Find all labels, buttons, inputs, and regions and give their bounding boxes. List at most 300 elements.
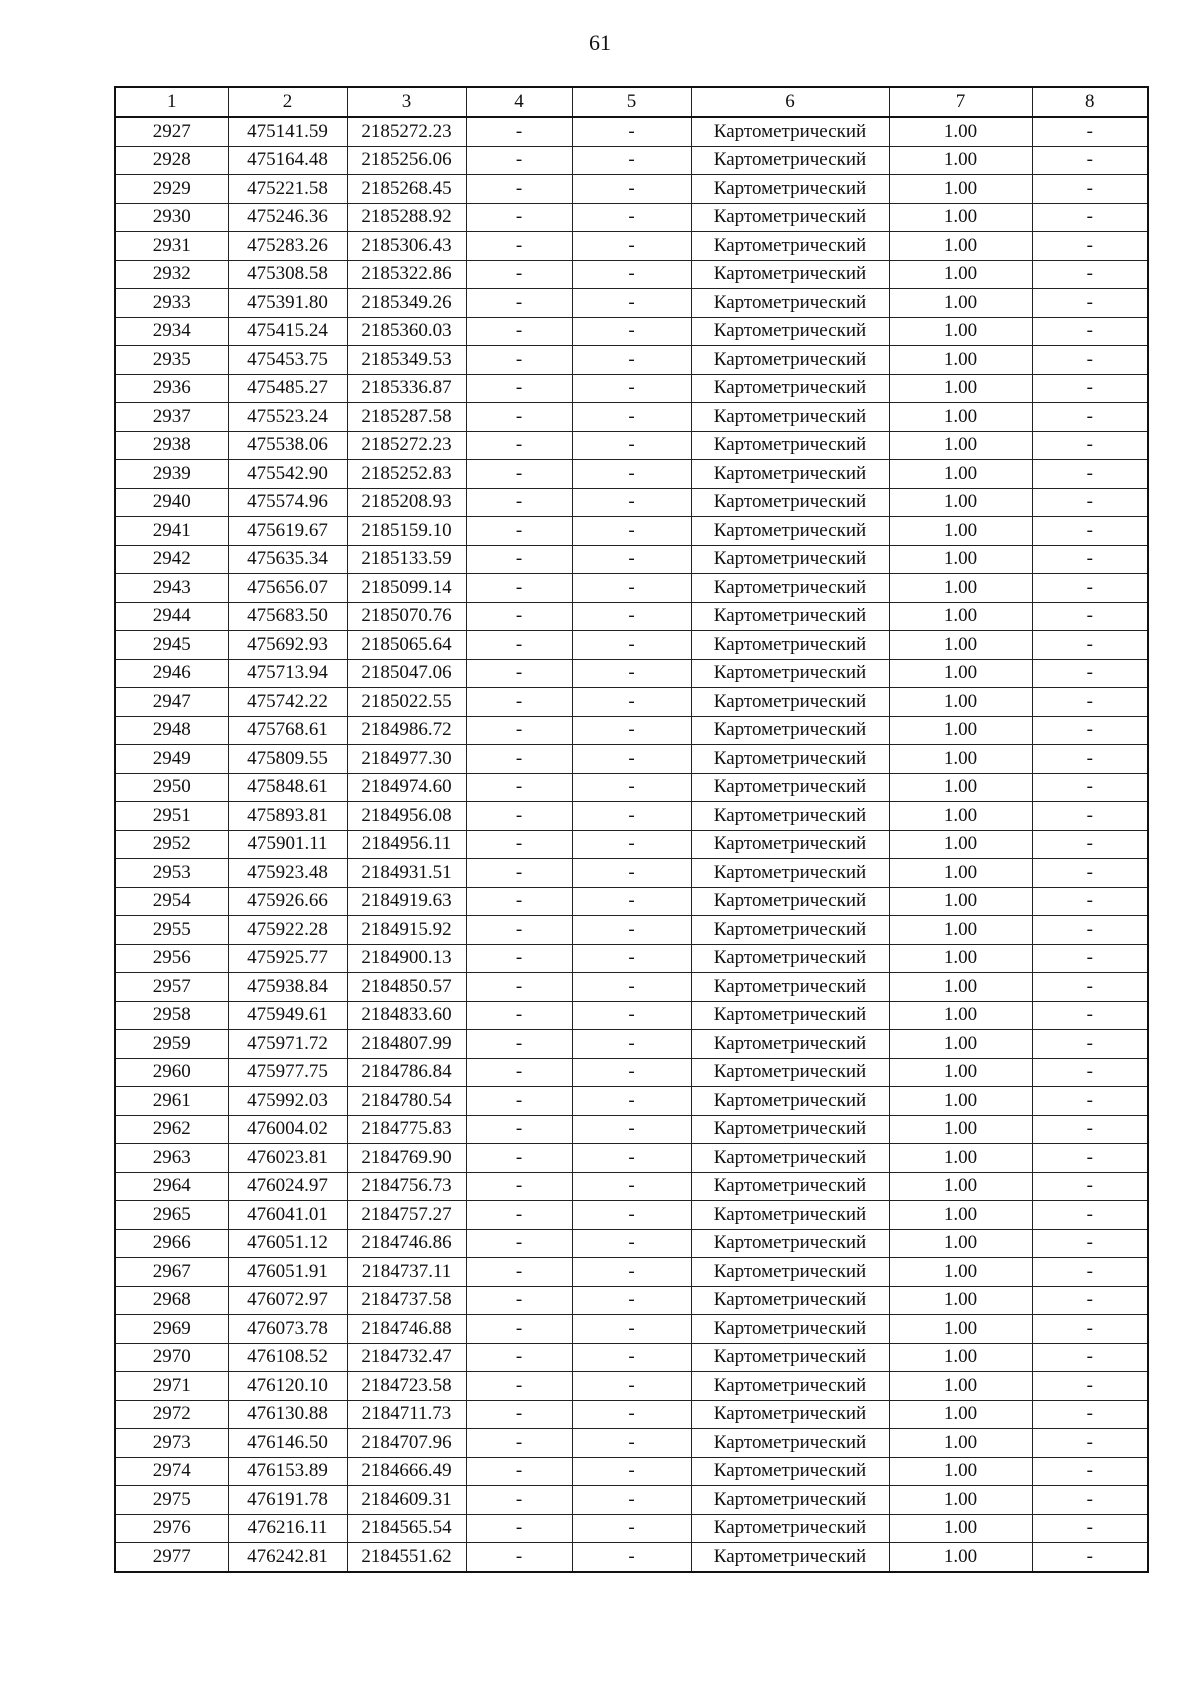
x-coordinate-cell: 476073.78 bbox=[228, 1315, 347, 1344]
column-4-cell: - bbox=[466, 317, 572, 346]
column-8-cell: - bbox=[1032, 146, 1148, 175]
method-cell: Картометрический bbox=[691, 374, 889, 403]
column-8-cell: - bbox=[1032, 317, 1148, 346]
column-4-cell: - bbox=[466, 659, 572, 688]
y-coordinate-cell: 2185256.06 bbox=[347, 146, 466, 175]
table-row bbox=[115, 1115, 1148, 1144]
column-8-cell: - bbox=[1032, 175, 1148, 204]
table-row bbox=[115, 175, 1148, 204]
y-coordinate-cell: 2184986.72 bbox=[347, 716, 466, 745]
column-8-cell: - bbox=[1032, 688, 1148, 717]
y-coordinate-cell: 2185047.06 bbox=[347, 659, 466, 688]
column-8-cell: - bbox=[1032, 431, 1148, 460]
table-row bbox=[115, 1058, 1148, 1087]
y-coordinate-cell: 2184786.84 bbox=[347, 1058, 466, 1087]
point-number-cell: 2932 bbox=[115, 260, 228, 289]
column-8-cell: - bbox=[1032, 1058, 1148, 1087]
column-8-cell: - bbox=[1032, 260, 1148, 289]
column-8-cell: - bbox=[1032, 1543, 1148, 1572]
accuracy-cell: 1.00 bbox=[889, 488, 1032, 517]
column-8-cell: - bbox=[1032, 374, 1148, 403]
x-coordinate-cell: 475938.84 bbox=[228, 973, 347, 1002]
y-coordinate-cell: 2184850.57 bbox=[347, 973, 466, 1002]
table-row bbox=[115, 1486, 1148, 1515]
column-4-cell: - bbox=[466, 1400, 572, 1429]
point-number-cell: 2976 bbox=[115, 1514, 228, 1543]
x-coordinate-cell: 475742.22 bbox=[228, 688, 347, 717]
point-number-cell: 2936 bbox=[115, 374, 228, 403]
column-5-cell: - bbox=[572, 859, 691, 888]
y-coordinate-cell: 2184833.60 bbox=[347, 1001, 466, 1030]
point-number-cell: 2958 bbox=[115, 1001, 228, 1030]
method-cell: Картометрический bbox=[691, 1058, 889, 1087]
point-number-cell: 2965 bbox=[115, 1201, 228, 1230]
x-coordinate-cell: 475683.50 bbox=[228, 602, 347, 631]
column-5-cell: - bbox=[572, 403, 691, 432]
accuracy-cell: 1.00 bbox=[889, 631, 1032, 660]
accuracy-cell: 1.00 bbox=[889, 460, 1032, 489]
method-cell: Картометрический bbox=[691, 1343, 889, 1372]
point-number-cell: 2968 bbox=[115, 1286, 228, 1315]
accuracy-cell: 1.00 bbox=[889, 859, 1032, 888]
method-cell: Картометрический bbox=[691, 146, 889, 175]
y-coordinate-cell: 2185022.55 bbox=[347, 688, 466, 717]
accuracy-cell: 1.00 bbox=[889, 146, 1032, 175]
accuracy-cell: 1.00 bbox=[889, 1343, 1032, 1372]
point-number-cell: 2950 bbox=[115, 773, 228, 802]
point-number-cell: 2971 bbox=[115, 1372, 228, 1401]
x-coordinate-cell: 475391.80 bbox=[228, 289, 347, 318]
method-cell: Картометрический bbox=[691, 802, 889, 831]
y-coordinate-cell: 2185070.76 bbox=[347, 602, 466, 631]
page-number: 61 bbox=[589, 30, 611, 55]
accuracy-cell: 1.00 bbox=[889, 1229, 1032, 1258]
method-cell: Картометрический bbox=[691, 517, 889, 546]
method-cell: Картометрический bbox=[691, 260, 889, 289]
x-coordinate-cell: 475485.27 bbox=[228, 374, 347, 403]
method-cell: Картометрический bbox=[691, 716, 889, 745]
table-row bbox=[115, 602, 1148, 631]
point-number-cell: 2957 bbox=[115, 973, 228, 1002]
column-8-cell: - bbox=[1032, 1514, 1148, 1543]
column-5-cell: - bbox=[572, 1115, 691, 1144]
accuracy-cell: 1.00 bbox=[889, 1457, 1032, 1486]
y-coordinate-cell: 2184707.96 bbox=[347, 1429, 466, 1458]
column-8-cell: - bbox=[1032, 1258, 1148, 1287]
column-5-cell: - bbox=[572, 203, 691, 232]
accuracy-cell: 1.00 bbox=[889, 1543, 1032, 1572]
x-coordinate-cell: 475656.07 bbox=[228, 574, 347, 603]
method-cell: Картометрический bbox=[691, 773, 889, 802]
column-8-cell: - bbox=[1032, 460, 1148, 489]
method-cell: Картометрический bbox=[691, 203, 889, 232]
column-5-cell: - bbox=[572, 374, 691, 403]
accuracy-cell: 1.00 bbox=[889, 1372, 1032, 1401]
method-cell: Картометрический bbox=[691, 944, 889, 973]
column-4-cell: - bbox=[466, 1543, 572, 1572]
column-4-cell: - bbox=[466, 1058, 572, 1087]
accuracy-cell: 1.00 bbox=[889, 374, 1032, 403]
y-coordinate-cell: 2185208.93 bbox=[347, 488, 466, 517]
table-row bbox=[115, 1030, 1148, 1059]
x-coordinate-cell: 476191.78 bbox=[228, 1486, 347, 1515]
table-row bbox=[115, 403, 1148, 432]
column-4-cell: - bbox=[466, 1457, 572, 1486]
method-cell: Картометрический bbox=[691, 431, 889, 460]
table-header-row bbox=[115, 87, 1148, 117]
method-cell: Картометрический bbox=[691, 631, 889, 660]
table-row bbox=[115, 545, 1148, 574]
point-number-cell: 2960 bbox=[115, 1058, 228, 1087]
column-8-cell: - bbox=[1032, 1001, 1148, 1030]
column-8-cell: - bbox=[1032, 403, 1148, 432]
point-number-cell: 2937 bbox=[115, 403, 228, 432]
accuracy-cell: 1.00 bbox=[889, 830, 1032, 859]
column-4-cell: - bbox=[466, 232, 572, 261]
column-5-cell: - bbox=[572, 745, 691, 774]
x-coordinate-cell: 476051.91 bbox=[228, 1258, 347, 1287]
table-row bbox=[115, 346, 1148, 375]
column-5-cell: - bbox=[572, 317, 691, 346]
y-coordinate-cell: 2184723.58 bbox=[347, 1372, 466, 1401]
y-coordinate-cell: 2184565.54 bbox=[347, 1514, 466, 1543]
y-coordinate-cell: 2184746.88 bbox=[347, 1315, 466, 1344]
y-coordinate-cell: 2185322.86 bbox=[347, 260, 466, 289]
column-8-cell: - bbox=[1032, 203, 1148, 232]
accuracy-cell: 1.00 bbox=[889, 545, 1032, 574]
x-coordinate-cell: 475809.55 bbox=[228, 745, 347, 774]
x-coordinate-cell: 475713.94 bbox=[228, 659, 347, 688]
method-cell: Картометрический bbox=[691, 1001, 889, 1030]
table-row bbox=[115, 117, 1148, 146]
point-number-cell: 2963 bbox=[115, 1144, 228, 1173]
column-5-cell: - bbox=[572, 232, 691, 261]
accuracy-cell: 1.00 bbox=[889, 716, 1032, 745]
column-4-cell: - bbox=[466, 1429, 572, 1458]
column-header: 7 bbox=[889, 87, 1032, 117]
point-number-cell: 2934 bbox=[115, 317, 228, 346]
column-5-cell: - bbox=[572, 1201, 691, 1230]
method-cell: Картометрический bbox=[691, 688, 889, 717]
y-coordinate-cell: 2185272.23 bbox=[347, 431, 466, 460]
column-header: 5 bbox=[572, 87, 691, 117]
column-5-cell: - bbox=[572, 545, 691, 574]
accuracy-cell: 1.00 bbox=[889, 574, 1032, 603]
accuracy-cell: 1.00 bbox=[889, 916, 1032, 945]
column-5-cell: - bbox=[572, 1172, 691, 1201]
y-coordinate-cell: 2184807.99 bbox=[347, 1030, 466, 1059]
column-4-cell: - bbox=[466, 488, 572, 517]
table-row bbox=[115, 1286, 1148, 1315]
accuracy-cell: 1.00 bbox=[889, 745, 1032, 774]
point-number-cell: 2956 bbox=[115, 944, 228, 973]
accuracy-cell: 1.00 bbox=[889, 431, 1032, 460]
y-coordinate-cell: 2184666.49 bbox=[347, 1457, 466, 1486]
column-5-cell: - bbox=[572, 574, 691, 603]
accuracy-cell: 1.00 bbox=[889, 1144, 1032, 1173]
x-coordinate-cell: 475574.96 bbox=[228, 488, 347, 517]
column-8-cell: - bbox=[1032, 517, 1148, 546]
column-4-cell: - bbox=[466, 574, 572, 603]
column-5-cell: - bbox=[572, 488, 691, 517]
method-cell: Картометрический bbox=[691, 1144, 889, 1173]
accuracy-cell: 1.00 bbox=[889, 1286, 1032, 1315]
point-number-cell: 2949 bbox=[115, 745, 228, 774]
column-5-cell: - bbox=[572, 260, 691, 289]
column-8-cell: - bbox=[1032, 1144, 1148, 1173]
column-5-cell: - bbox=[572, 916, 691, 945]
point-number-cell: 2977 bbox=[115, 1543, 228, 1572]
method-cell: Картометрический bbox=[691, 317, 889, 346]
column-5-cell: - bbox=[572, 688, 691, 717]
column-4-cell: - bbox=[466, 944, 572, 973]
table-row bbox=[115, 203, 1148, 232]
table-row bbox=[115, 232, 1148, 261]
accuracy-cell: 1.00 bbox=[889, 1514, 1032, 1543]
column-8-cell: - bbox=[1032, 973, 1148, 1002]
point-number-cell: 2943 bbox=[115, 574, 228, 603]
column-8-cell: - bbox=[1032, 1400, 1148, 1429]
column-4-cell: - bbox=[466, 1172, 572, 1201]
method-cell: Картометрический bbox=[691, 1286, 889, 1315]
x-coordinate-cell: 475246.36 bbox=[228, 203, 347, 232]
column-4-cell: - bbox=[466, 346, 572, 375]
column-4-cell: - bbox=[466, 1087, 572, 1116]
x-coordinate-cell: 475538.06 bbox=[228, 431, 347, 460]
column-8-cell: - bbox=[1032, 1172, 1148, 1201]
table-row bbox=[115, 716, 1148, 745]
column-8-cell: - bbox=[1032, 887, 1148, 916]
y-coordinate-cell: 2184915.92 bbox=[347, 916, 466, 945]
column-5-cell: - bbox=[572, 1315, 691, 1344]
column-4-cell: - bbox=[466, 688, 572, 717]
accuracy-cell: 1.00 bbox=[889, 203, 1032, 232]
x-coordinate-cell: 475977.75 bbox=[228, 1058, 347, 1087]
accuracy-cell: 1.00 bbox=[889, 1201, 1032, 1230]
column-5-cell: - bbox=[572, 659, 691, 688]
point-number-cell: 2967 bbox=[115, 1258, 228, 1287]
y-coordinate-cell: 2184711.73 bbox=[347, 1400, 466, 1429]
column-header: 4 bbox=[466, 87, 572, 117]
column-4-cell: - bbox=[466, 1486, 572, 1515]
y-coordinate-cell: 2185349.26 bbox=[347, 289, 466, 318]
column-5-cell: - bbox=[572, 431, 691, 460]
column-4-cell: - bbox=[466, 1514, 572, 1543]
x-coordinate-cell: 476146.50 bbox=[228, 1429, 347, 1458]
column-4-cell: - bbox=[466, 1001, 572, 1030]
table-row bbox=[115, 887, 1148, 916]
column-5-cell: - bbox=[572, 1343, 691, 1372]
column-5-cell: - bbox=[572, 1514, 691, 1543]
method-cell: Картометрический bbox=[691, 1486, 889, 1515]
y-coordinate-cell: 2185349.53 bbox=[347, 346, 466, 375]
accuracy-cell: 1.00 bbox=[889, 346, 1032, 375]
table-row bbox=[115, 1514, 1148, 1543]
method-cell: Картометрический bbox=[691, 1372, 889, 1401]
x-coordinate-cell: 476108.52 bbox=[228, 1343, 347, 1372]
accuracy-cell: 1.00 bbox=[889, 1258, 1032, 1287]
y-coordinate-cell: 2185288.92 bbox=[347, 203, 466, 232]
accuracy-cell: 1.00 bbox=[889, 1486, 1032, 1515]
table-row bbox=[115, 688, 1148, 717]
column-5-cell: - bbox=[572, 346, 691, 375]
x-coordinate-cell: 475992.03 bbox=[228, 1087, 347, 1116]
point-number-cell: 2955 bbox=[115, 916, 228, 945]
column-5-cell: - bbox=[572, 146, 691, 175]
x-coordinate-cell: 475901.11 bbox=[228, 830, 347, 859]
y-coordinate-cell: 2185272.23 bbox=[347, 117, 466, 146]
x-coordinate-cell: 475949.61 bbox=[228, 1001, 347, 1030]
accuracy-cell: 1.00 bbox=[889, 1172, 1032, 1201]
column-header: 6 bbox=[691, 87, 889, 117]
accuracy-cell: 1.00 bbox=[889, 659, 1032, 688]
point-number-cell: 2975 bbox=[115, 1486, 228, 1515]
column-8-cell: - bbox=[1032, 631, 1148, 660]
column-5-cell: - bbox=[572, 1030, 691, 1059]
x-coordinate-cell: 476242.81 bbox=[228, 1543, 347, 1572]
point-number-cell: 2953 bbox=[115, 859, 228, 888]
method-cell: Картометрический bbox=[691, 602, 889, 631]
accuracy-cell: 1.00 bbox=[889, 403, 1032, 432]
y-coordinate-cell: 2185360.03 bbox=[347, 317, 466, 346]
method-cell: Картометрический bbox=[691, 1087, 889, 1116]
column-4-cell: - bbox=[466, 631, 572, 660]
point-number-cell: 2927 bbox=[115, 117, 228, 146]
point-number-cell: 2935 bbox=[115, 346, 228, 375]
method-cell: Картометрический bbox=[691, 1457, 889, 1486]
column-4-cell: - bbox=[466, 1286, 572, 1315]
point-number-cell: 2942 bbox=[115, 545, 228, 574]
x-coordinate-cell: 476072.97 bbox=[228, 1286, 347, 1315]
table-row bbox=[115, 260, 1148, 289]
y-coordinate-cell: 2185287.58 bbox=[347, 403, 466, 432]
point-number-cell: 2969 bbox=[115, 1315, 228, 1344]
column-8-cell: - bbox=[1032, 1115, 1148, 1144]
point-number-cell: 2962 bbox=[115, 1115, 228, 1144]
method-cell: Картометрический bbox=[691, 887, 889, 916]
point-number-cell: 2928 bbox=[115, 146, 228, 175]
point-number-cell: 2940 bbox=[115, 488, 228, 517]
column-5-cell: - bbox=[572, 117, 691, 146]
method-cell: Картометрический bbox=[691, 574, 889, 603]
x-coordinate-cell: 475971.72 bbox=[228, 1030, 347, 1059]
column-header: 2 bbox=[228, 87, 347, 117]
column-4-cell: - bbox=[466, 802, 572, 831]
point-number-cell: 2939 bbox=[115, 460, 228, 489]
column-5-cell: - bbox=[572, 1457, 691, 1486]
column-5-cell: - bbox=[572, 944, 691, 973]
column-4-cell: - bbox=[466, 859, 572, 888]
y-coordinate-cell: 2185306.43 bbox=[347, 232, 466, 261]
point-number-cell: 2970 bbox=[115, 1343, 228, 1372]
method-cell: Картометрический bbox=[691, 745, 889, 774]
table-row bbox=[115, 802, 1148, 831]
x-coordinate-cell: 475283.26 bbox=[228, 232, 347, 261]
x-coordinate-cell: 475619.67 bbox=[228, 517, 347, 546]
table-row bbox=[115, 973, 1148, 1002]
accuracy-cell: 1.00 bbox=[889, 1400, 1032, 1429]
table-row bbox=[115, 1144, 1148, 1173]
column-5-cell: - bbox=[572, 175, 691, 204]
table-row bbox=[115, 1172, 1148, 1201]
method-cell: Картометрический bbox=[691, 1201, 889, 1230]
column-8-cell: - bbox=[1032, 602, 1148, 631]
x-coordinate-cell: 475692.93 bbox=[228, 631, 347, 660]
point-number-cell: 2945 bbox=[115, 631, 228, 660]
y-coordinate-cell: 2184931.51 bbox=[347, 859, 466, 888]
table-row bbox=[115, 289, 1148, 318]
column-8-cell: - bbox=[1032, 232, 1148, 261]
method-cell: Картометрический bbox=[691, 289, 889, 318]
accuracy-cell: 1.00 bbox=[889, 688, 1032, 717]
table-row bbox=[115, 1229, 1148, 1258]
column-header: 8 bbox=[1032, 87, 1148, 117]
column-5-cell: - bbox=[572, 773, 691, 802]
column-5-cell: - bbox=[572, 830, 691, 859]
accuracy-cell: 1.00 bbox=[889, 1030, 1032, 1059]
column-4-cell: - bbox=[466, 1201, 572, 1230]
point-number-cell: 2938 bbox=[115, 431, 228, 460]
column-5-cell: - bbox=[572, 1144, 691, 1173]
accuracy-cell: 1.00 bbox=[889, 1115, 1032, 1144]
column-4-cell: - bbox=[466, 745, 572, 774]
x-coordinate-cell: 476130.88 bbox=[228, 1400, 347, 1429]
method-cell: Картометрический bbox=[691, 1172, 889, 1201]
method-cell: Картометрический bbox=[691, 175, 889, 204]
column-8-cell: - bbox=[1032, 745, 1148, 774]
x-coordinate-cell: 475893.81 bbox=[228, 802, 347, 831]
column-5-cell: - bbox=[572, 1400, 691, 1429]
column-5-cell: - bbox=[572, 289, 691, 318]
column-4-cell: - bbox=[466, 1144, 572, 1173]
column-4-cell: - bbox=[466, 773, 572, 802]
table-row bbox=[115, 1372, 1148, 1401]
table-row bbox=[115, 1543, 1148, 1572]
column-8-cell: - bbox=[1032, 1372, 1148, 1401]
column-4-cell: - bbox=[466, 517, 572, 546]
table-row bbox=[115, 659, 1148, 688]
x-coordinate-cell: 475164.48 bbox=[228, 146, 347, 175]
column-5-cell: - bbox=[572, 1429, 691, 1458]
point-number-cell: 2933 bbox=[115, 289, 228, 318]
method-cell: Картометрический bbox=[691, 1030, 889, 1059]
column-5-cell: - bbox=[572, 1486, 691, 1515]
column-8-cell: - bbox=[1032, 488, 1148, 517]
y-coordinate-cell: 2184956.11 bbox=[347, 830, 466, 859]
accuracy-cell: 1.00 bbox=[889, 1315, 1032, 1344]
x-coordinate-cell: 475925.77 bbox=[228, 944, 347, 973]
column-4-cell: - bbox=[466, 374, 572, 403]
y-coordinate-cell: 2184956.08 bbox=[347, 802, 466, 831]
point-number-cell: 2948 bbox=[115, 716, 228, 745]
column-4-cell: - bbox=[466, 260, 572, 289]
point-number-cell: 2964 bbox=[115, 1172, 228, 1201]
y-coordinate-cell: 2184737.58 bbox=[347, 1286, 466, 1315]
column-4-cell: - bbox=[466, 203, 572, 232]
accuracy-cell: 1.00 bbox=[889, 602, 1032, 631]
accuracy-cell: 1.00 bbox=[889, 887, 1032, 916]
table-row bbox=[115, 631, 1148, 660]
column-8-cell: - bbox=[1032, 1286, 1148, 1315]
method-cell: Картометрический bbox=[691, 1400, 889, 1429]
y-coordinate-cell: 2185336.87 bbox=[347, 374, 466, 403]
table-row bbox=[115, 859, 1148, 888]
point-number-cell: 2972 bbox=[115, 1400, 228, 1429]
y-coordinate-cell: 2184757.27 bbox=[347, 1201, 466, 1230]
table-row bbox=[115, 1315, 1148, 1344]
column-4-cell: - bbox=[466, 887, 572, 916]
column-5-cell: - bbox=[572, 887, 691, 916]
